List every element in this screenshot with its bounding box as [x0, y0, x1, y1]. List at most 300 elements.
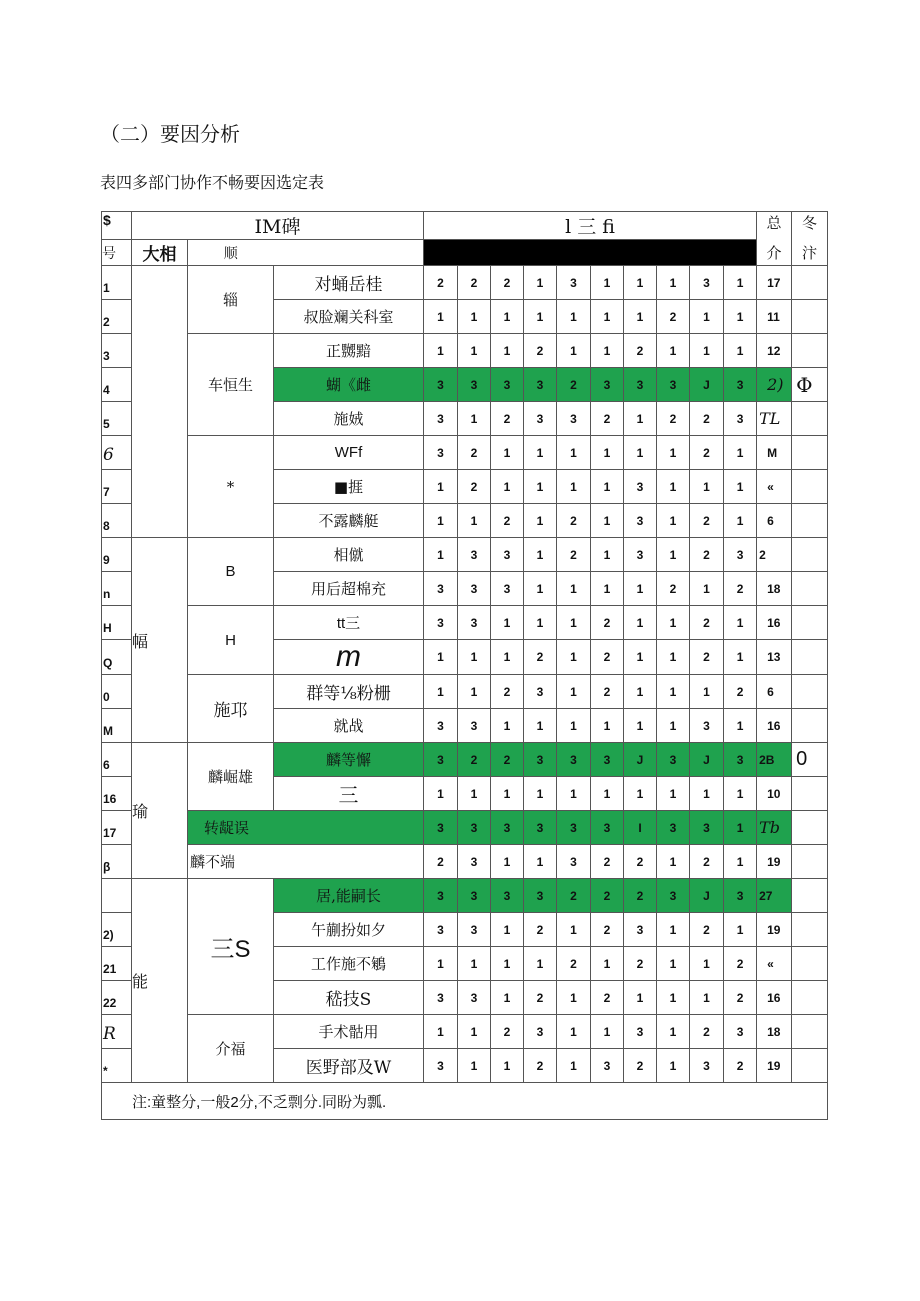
score-cell: 3 — [491, 572, 524, 606]
score-cell: J — [690, 879, 724, 913]
score-cell: 2 — [591, 606, 624, 640]
score-cell: 1 — [491, 436, 524, 470]
score-cell: 2 — [591, 675, 624, 709]
score-cell: 3 — [424, 402, 458, 436]
score-cell: 3 — [524, 1015, 557, 1049]
score-cell: 2 — [690, 845, 724, 879]
row-index: 7 — [102, 470, 132, 504]
score-cell: 2 — [724, 981, 757, 1015]
score-cell: 1 — [591, 300, 624, 334]
score-cell: 2 — [657, 402, 690, 436]
score-cell: 1 — [624, 640, 657, 675]
header-scores-title: l 三 fi — [424, 212, 757, 240]
minor-category: 麟崛雄 — [188, 743, 274, 811]
total-cell: 27 — [757, 879, 792, 913]
total-cell: 6 — [757, 504, 792, 538]
row-index: 21 — [102, 947, 132, 981]
score-cell: 3 — [424, 913, 458, 947]
score-cell: 1 — [524, 845, 557, 879]
score-cell: 3 — [657, 811, 690, 845]
score-cell: 1 — [557, 1049, 591, 1083]
score-cell: 3 — [624, 368, 657, 402]
header-factor-col — [274, 240, 424, 266]
total-cell: 6 — [757, 675, 792, 709]
score-cell: 3 — [458, 538, 491, 572]
score-cell: 1 — [591, 436, 624, 470]
score-cell: 1 — [458, 947, 491, 981]
score-cell: 1 — [724, 300, 757, 334]
score-cell: 2 — [491, 675, 524, 709]
major-category-4: 能 — [132, 879, 188, 1083]
score-cell: 3 — [557, 743, 591, 777]
score-cell: 1 — [491, 709, 524, 743]
row-index: 22 — [102, 981, 132, 1015]
score-cell: 3 — [424, 743, 458, 777]
score-cell: 3 — [458, 709, 491, 743]
factor-cell: 三 — [274, 777, 424, 811]
score-cell: 2 — [557, 879, 591, 913]
row-index: 0 — [102, 675, 132, 709]
row-index: 1 — [102, 266, 132, 300]
score-cell: 2 — [624, 879, 657, 913]
score-cell: J — [690, 743, 724, 777]
score-cell: 3 — [724, 743, 757, 777]
select-mark: 0 — [792, 743, 828, 777]
score-cell: 2 — [624, 1049, 657, 1083]
score-cell: 2 — [591, 879, 624, 913]
score-cell: 3 — [458, 879, 491, 913]
section-heading: （二）要因分析 — [100, 122, 240, 146]
select-mark — [792, 538, 828, 572]
score-cell: 2 — [724, 572, 757, 606]
score-cell: 1 — [524, 470, 557, 504]
score-cell: 1 — [458, 640, 491, 675]
score-cell: 1 — [657, 334, 690, 368]
total-cell: 11 — [757, 300, 792, 334]
select-mark — [792, 777, 828, 811]
table-row-selected — [102, 879, 828, 913]
score-cell: 3 — [524, 368, 557, 402]
total-cell: 13 — [757, 640, 792, 675]
score-cell: 1 — [591, 470, 624, 504]
score-cell: J — [624, 743, 657, 777]
score-cell: 2 — [690, 913, 724, 947]
score-cell: 1 — [657, 947, 690, 981]
score-cell: 1 — [524, 436, 557, 470]
score-cell: 1 — [491, 845, 524, 879]
table-row — [102, 436, 828, 470]
select-mark — [792, 845, 828, 879]
score-cell: 2 — [591, 913, 624, 947]
score-cell: 1 — [724, 606, 757, 640]
score-cell: 1 — [657, 504, 690, 538]
select-mark — [792, 300, 828, 334]
score-cell: 2 — [657, 300, 690, 334]
score-cell: 3 — [557, 402, 591, 436]
score-cell: 1 — [458, 402, 491, 436]
score-cell: 1 — [424, 300, 458, 334]
select-mark — [792, 709, 828, 743]
score-cell: 2 — [491, 504, 524, 538]
score-cell: I — [624, 811, 657, 845]
score-cell: 2 — [424, 266, 458, 300]
factor-cell: 手术骷用 — [274, 1015, 424, 1049]
row-index: 16 — [102, 777, 132, 811]
score-cell: 1 — [690, 470, 724, 504]
score-cell: 1 — [424, 947, 458, 981]
score-cell: 1 — [424, 334, 458, 368]
select-mark — [792, 1049, 828, 1083]
score-cell: 1 — [690, 334, 724, 368]
score-cell: 1 — [557, 913, 591, 947]
minor-category: H — [188, 606, 274, 675]
select-mark — [792, 981, 828, 1015]
score-cell: 1 — [724, 913, 757, 947]
score-cell: 1 — [724, 470, 757, 504]
header-minor-col: 顺 — [188, 240, 274, 266]
factor-cell: 医野部及W — [274, 1049, 424, 1083]
factor-cell: 就战 — [274, 709, 424, 743]
score-cell: 2 — [557, 368, 591, 402]
score-cell: 1 — [557, 436, 591, 470]
score-cell: 2 — [690, 402, 724, 436]
score-cell: 3 — [458, 368, 491, 402]
score-cell: 1 — [524, 777, 557, 811]
score-cell: 3 — [424, 368, 458, 402]
row-index: 2) — [102, 913, 132, 947]
score-cell: 1 — [724, 436, 757, 470]
score-cell: 1 — [424, 675, 458, 709]
score-cell: 2 — [724, 947, 757, 981]
score-cell: 1 — [657, 845, 690, 879]
score-cell: 1 — [491, 777, 524, 811]
score-cell: 1 — [624, 606, 657, 640]
total-cell: « — [757, 470, 792, 504]
total-cell: 16 — [757, 981, 792, 1015]
score-cell: 2 — [690, 436, 724, 470]
factor-cell: 嵇技S — [274, 981, 424, 1015]
row-index — [102, 879, 132, 913]
table-row — [102, 266, 828, 300]
score-cell: 1 — [524, 538, 557, 572]
header-no-bottom: 号 — [102, 240, 132, 266]
score-cell: 1 — [557, 777, 591, 811]
score-cell: 1 — [491, 1049, 524, 1083]
table-row-selected — [102, 811, 828, 845]
score-cell: 1 — [424, 1015, 458, 1049]
score-cell: 1 — [690, 300, 724, 334]
row-index: R — [102, 1015, 132, 1049]
total-cell: 18 — [757, 572, 792, 606]
select-mark — [792, 266, 828, 300]
table-row — [102, 675, 828, 709]
score-cell: 3 — [724, 368, 757, 402]
score-cell: 1 — [657, 606, 690, 640]
score-cell: 1 — [524, 709, 557, 743]
score-cell: 3 — [458, 913, 491, 947]
factor-cell: 用后超棉充 — [274, 572, 424, 606]
score-cell: 1 — [724, 334, 757, 368]
total-cell: 2 — [757, 538, 792, 572]
score-cell: 3 — [491, 368, 524, 402]
score-cell: 1 — [557, 709, 591, 743]
score-cell: 1 — [424, 538, 458, 572]
minor-category: 三S — [188, 879, 274, 1015]
score-cell: 1 — [458, 334, 491, 368]
score-cell: 3 — [724, 538, 757, 572]
select-mark — [792, 470, 828, 504]
score-cell: 2 — [690, 504, 724, 538]
score-cell: 1 — [491, 300, 524, 334]
score-cell: 2 — [524, 1049, 557, 1083]
factor-cell: 叔脸斓关科室 — [274, 300, 424, 334]
factor-cell: m — [274, 640, 424, 675]
score-cell: 1 — [624, 402, 657, 436]
total-cell: 16 — [757, 606, 792, 640]
select-mark — [792, 1015, 828, 1049]
factor-cell: 群等⅛粉栅 — [274, 675, 424, 709]
factor-cell: WFf — [274, 436, 424, 470]
score-cell: 3 — [624, 1015, 657, 1049]
score-cell: 1 — [524, 266, 557, 300]
score-cell: 1 — [591, 504, 624, 538]
factor-selection-table — [101, 211, 828, 1120]
score-cell: 1 — [724, 266, 757, 300]
score-cell: 3 — [524, 675, 557, 709]
row-index: n — [102, 572, 132, 606]
row-index: 17 — [102, 811, 132, 845]
minor-category: 施邛 — [188, 675, 274, 743]
score-cell: 1 — [724, 845, 757, 879]
row-index: 8 — [102, 504, 132, 538]
score-cell: 1 — [458, 300, 491, 334]
total-cell: 19 — [757, 845, 792, 879]
score-cell: 1 — [624, 675, 657, 709]
score-cell: 3 — [458, 606, 491, 640]
score-cell: 1 — [724, 709, 757, 743]
total-cell: 18 — [757, 1015, 792, 1049]
score-cell: 1 — [690, 675, 724, 709]
score-cell: 1 — [524, 504, 557, 538]
minor-category: 麟不端 — [188, 845, 274, 879]
score-cell: 1 — [724, 811, 757, 845]
score-cell: 1 — [458, 675, 491, 709]
score-cell: 3 — [424, 572, 458, 606]
total-cell: 19 — [757, 913, 792, 947]
row-index: Q — [102, 640, 132, 675]
score-cell: 2 — [491, 743, 524, 777]
minor-category: 介福 — [188, 1015, 274, 1083]
select-mark — [792, 402, 828, 436]
table-row — [102, 334, 828, 368]
total-cell: 2B — [757, 743, 792, 777]
score-cell: 2 — [557, 504, 591, 538]
score-cell: 3 — [591, 811, 624, 845]
row-index: 5 — [102, 402, 132, 436]
score-cell: 3 — [424, 436, 458, 470]
score-cell: 1 — [491, 947, 524, 981]
score-cell: 2 — [624, 947, 657, 981]
factor-cell: 蝴《雌 — [274, 368, 424, 402]
header-redacted-bar — [424, 240, 757, 266]
score-cell: 1 — [690, 947, 724, 981]
factor-cell: 施娀 — [274, 402, 424, 436]
score-cell: 1 — [557, 640, 591, 675]
score-cell: 2 — [624, 334, 657, 368]
major-category-3: 瑜 — [132, 743, 188, 879]
score-cell: 1 — [657, 1015, 690, 1049]
row-index: 4 — [102, 368, 132, 402]
score-cell: 2 — [657, 572, 690, 606]
score-cell: 2 — [624, 845, 657, 879]
score-cell: 1 — [557, 300, 591, 334]
select-mark — [792, 913, 828, 947]
header-no-top: $ — [102, 212, 132, 240]
table-caption: 表四多部门协作不畅要因选定表 — [100, 173, 325, 192]
score-cell: 1 — [491, 640, 524, 675]
score-cell: 3 — [624, 504, 657, 538]
score-cell: 1 — [690, 777, 724, 811]
minor-category: * — [188, 436, 274, 538]
factor-cell: 正嬲黯 — [274, 334, 424, 368]
score-cell: 2 — [491, 266, 524, 300]
factor-cell: 不露麟艇 — [274, 504, 424, 538]
score-cell: 3 — [424, 709, 458, 743]
factor-cell: 工作施不鵴 — [274, 947, 424, 981]
score-cell: 1 — [624, 981, 657, 1015]
score-cell: 1 — [557, 470, 591, 504]
score-cell: 2 — [591, 402, 624, 436]
score-cell: 3 — [624, 538, 657, 572]
factor-cell: 居,能嗣长 — [274, 879, 424, 913]
score-cell: 1 — [591, 572, 624, 606]
score-cell: 3 — [624, 913, 657, 947]
total-cell: M — [757, 436, 792, 470]
score-cell: 1 — [524, 606, 557, 640]
score-cell: 1 — [491, 470, 524, 504]
score-cell: 3 — [657, 743, 690, 777]
select-mark — [792, 947, 828, 981]
score-cell: 1 — [690, 981, 724, 1015]
row-index: * — [102, 1049, 132, 1083]
score-cell: 3 — [458, 981, 491, 1015]
score-cell: 1 — [724, 640, 757, 675]
score-cell: 2 — [524, 913, 557, 947]
total-cell: 12 — [757, 334, 792, 368]
score-cell: 1 — [557, 981, 591, 1015]
score-cell: 3 — [591, 368, 624, 402]
score-cell: 1 — [657, 675, 690, 709]
score-cell: 1 — [491, 606, 524, 640]
score-cell: 2 — [458, 743, 491, 777]
factor-cell — [274, 845, 424, 879]
score-cell: 2 — [491, 402, 524, 436]
table-note: 注:童整分,一般2分,不乏剽分.同盼为瓢. — [102, 1083, 828, 1120]
select-mark — [792, 606, 828, 640]
score-cell: 1 — [657, 1049, 690, 1083]
select-mark — [792, 879, 828, 913]
score-cell: 3 — [690, 266, 724, 300]
score-cell: 3 — [524, 879, 557, 913]
table-row — [102, 845, 828, 879]
score-cell: 1 — [557, 1015, 591, 1049]
row-index: β — [102, 845, 132, 879]
total-cell: 16 — [757, 709, 792, 743]
score-cell: 3 — [524, 811, 557, 845]
score-cell: 1 — [491, 981, 524, 1015]
score-cell: 3 — [690, 709, 724, 743]
factor-cell: 午蒯扮如夕 — [274, 913, 424, 947]
score-cell: 3 — [424, 879, 458, 913]
score-cell: 2 — [591, 845, 624, 879]
total-cell: 17 — [757, 266, 792, 300]
select-mark — [792, 436, 828, 470]
score-cell: 2 — [690, 1015, 724, 1049]
score-cell: 2 — [557, 947, 591, 981]
row-index: M — [102, 709, 132, 743]
score-cell: 1 — [424, 777, 458, 811]
total-cell: 19 — [757, 1049, 792, 1083]
select-mark — [792, 811, 828, 845]
score-cell: 2 — [524, 640, 557, 675]
select-mark — [792, 334, 828, 368]
score-cell: 3 — [724, 1015, 757, 1049]
score-cell: 3 — [591, 1049, 624, 1083]
factor-cell: ■捱 — [274, 470, 424, 504]
score-cell: 3 — [690, 811, 724, 845]
score-cell: 1 — [591, 266, 624, 300]
score-cell: 2 — [557, 538, 591, 572]
score-cell: 1 — [524, 300, 557, 334]
score-cell: 1 — [591, 709, 624, 743]
row-index: H — [102, 606, 132, 640]
score-cell: 1 — [657, 470, 690, 504]
score-cell: 2 — [524, 981, 557, 1015]
score-cell: 1 — [557, 606, 591, 640]
score-cell: 3 — [458, 845, 491, 879]
score-cell: 1 — [591, 777, 624, 811]
score-cell: 1 — [557, 334, 591, 368]
score-cell: 1 — [491, 334, 524, 368]
score-cell: 1 — [524, 572, 557, 606]
select-mark — [792, 675, 828, 709]
score-cell: 1 — [557, 572, 591, 606]
table-row — [102, 606, 828, 640]
table-row — [102, 1015, 828, 1049]
score-cell: 3 — [424, 1049, 458, 1083]
score-cell: 1 — [657, 709, 690, 743]
score-cell: 2 — [690, 606, 724, 640]
score-cell: 1 — [458, 1015, 491, 1049]
score-cell: 1 — [624, 777, 657, 811]
header-select-top: 冬 — [792, 212, 828, 240]
score-cell: 1 — [624, 266, 657, 300]
score-cell: 1 — [690, 572, 724, 606]
score-cell: 1 — [591, 334, 624, 368]
score-cell: 3 — [557, 845, 591, 879]
score-cell: 2 — [491, 1015, 524, 1049]
row-index: 9 — [102, 538, 132, 572]
header-category-title: IM碑 — [132, 212, 424, 240]
score-cell: 1 — [657, 981, 690, 1015]
score-cell: 3 — [657, 368, 690, 402]
score-cell: 3 — [491, 538, 524, 572]
select-mark — [792, 504, 828, 538]
score-cell: 1 — [624, 572, 657, 606]
score-cell: 3 — [491, 811, 524, 845]
select-mark: Φ — [792, 368, 828, 402]
score-cell: 1 — [424, 470, 458, 504]
